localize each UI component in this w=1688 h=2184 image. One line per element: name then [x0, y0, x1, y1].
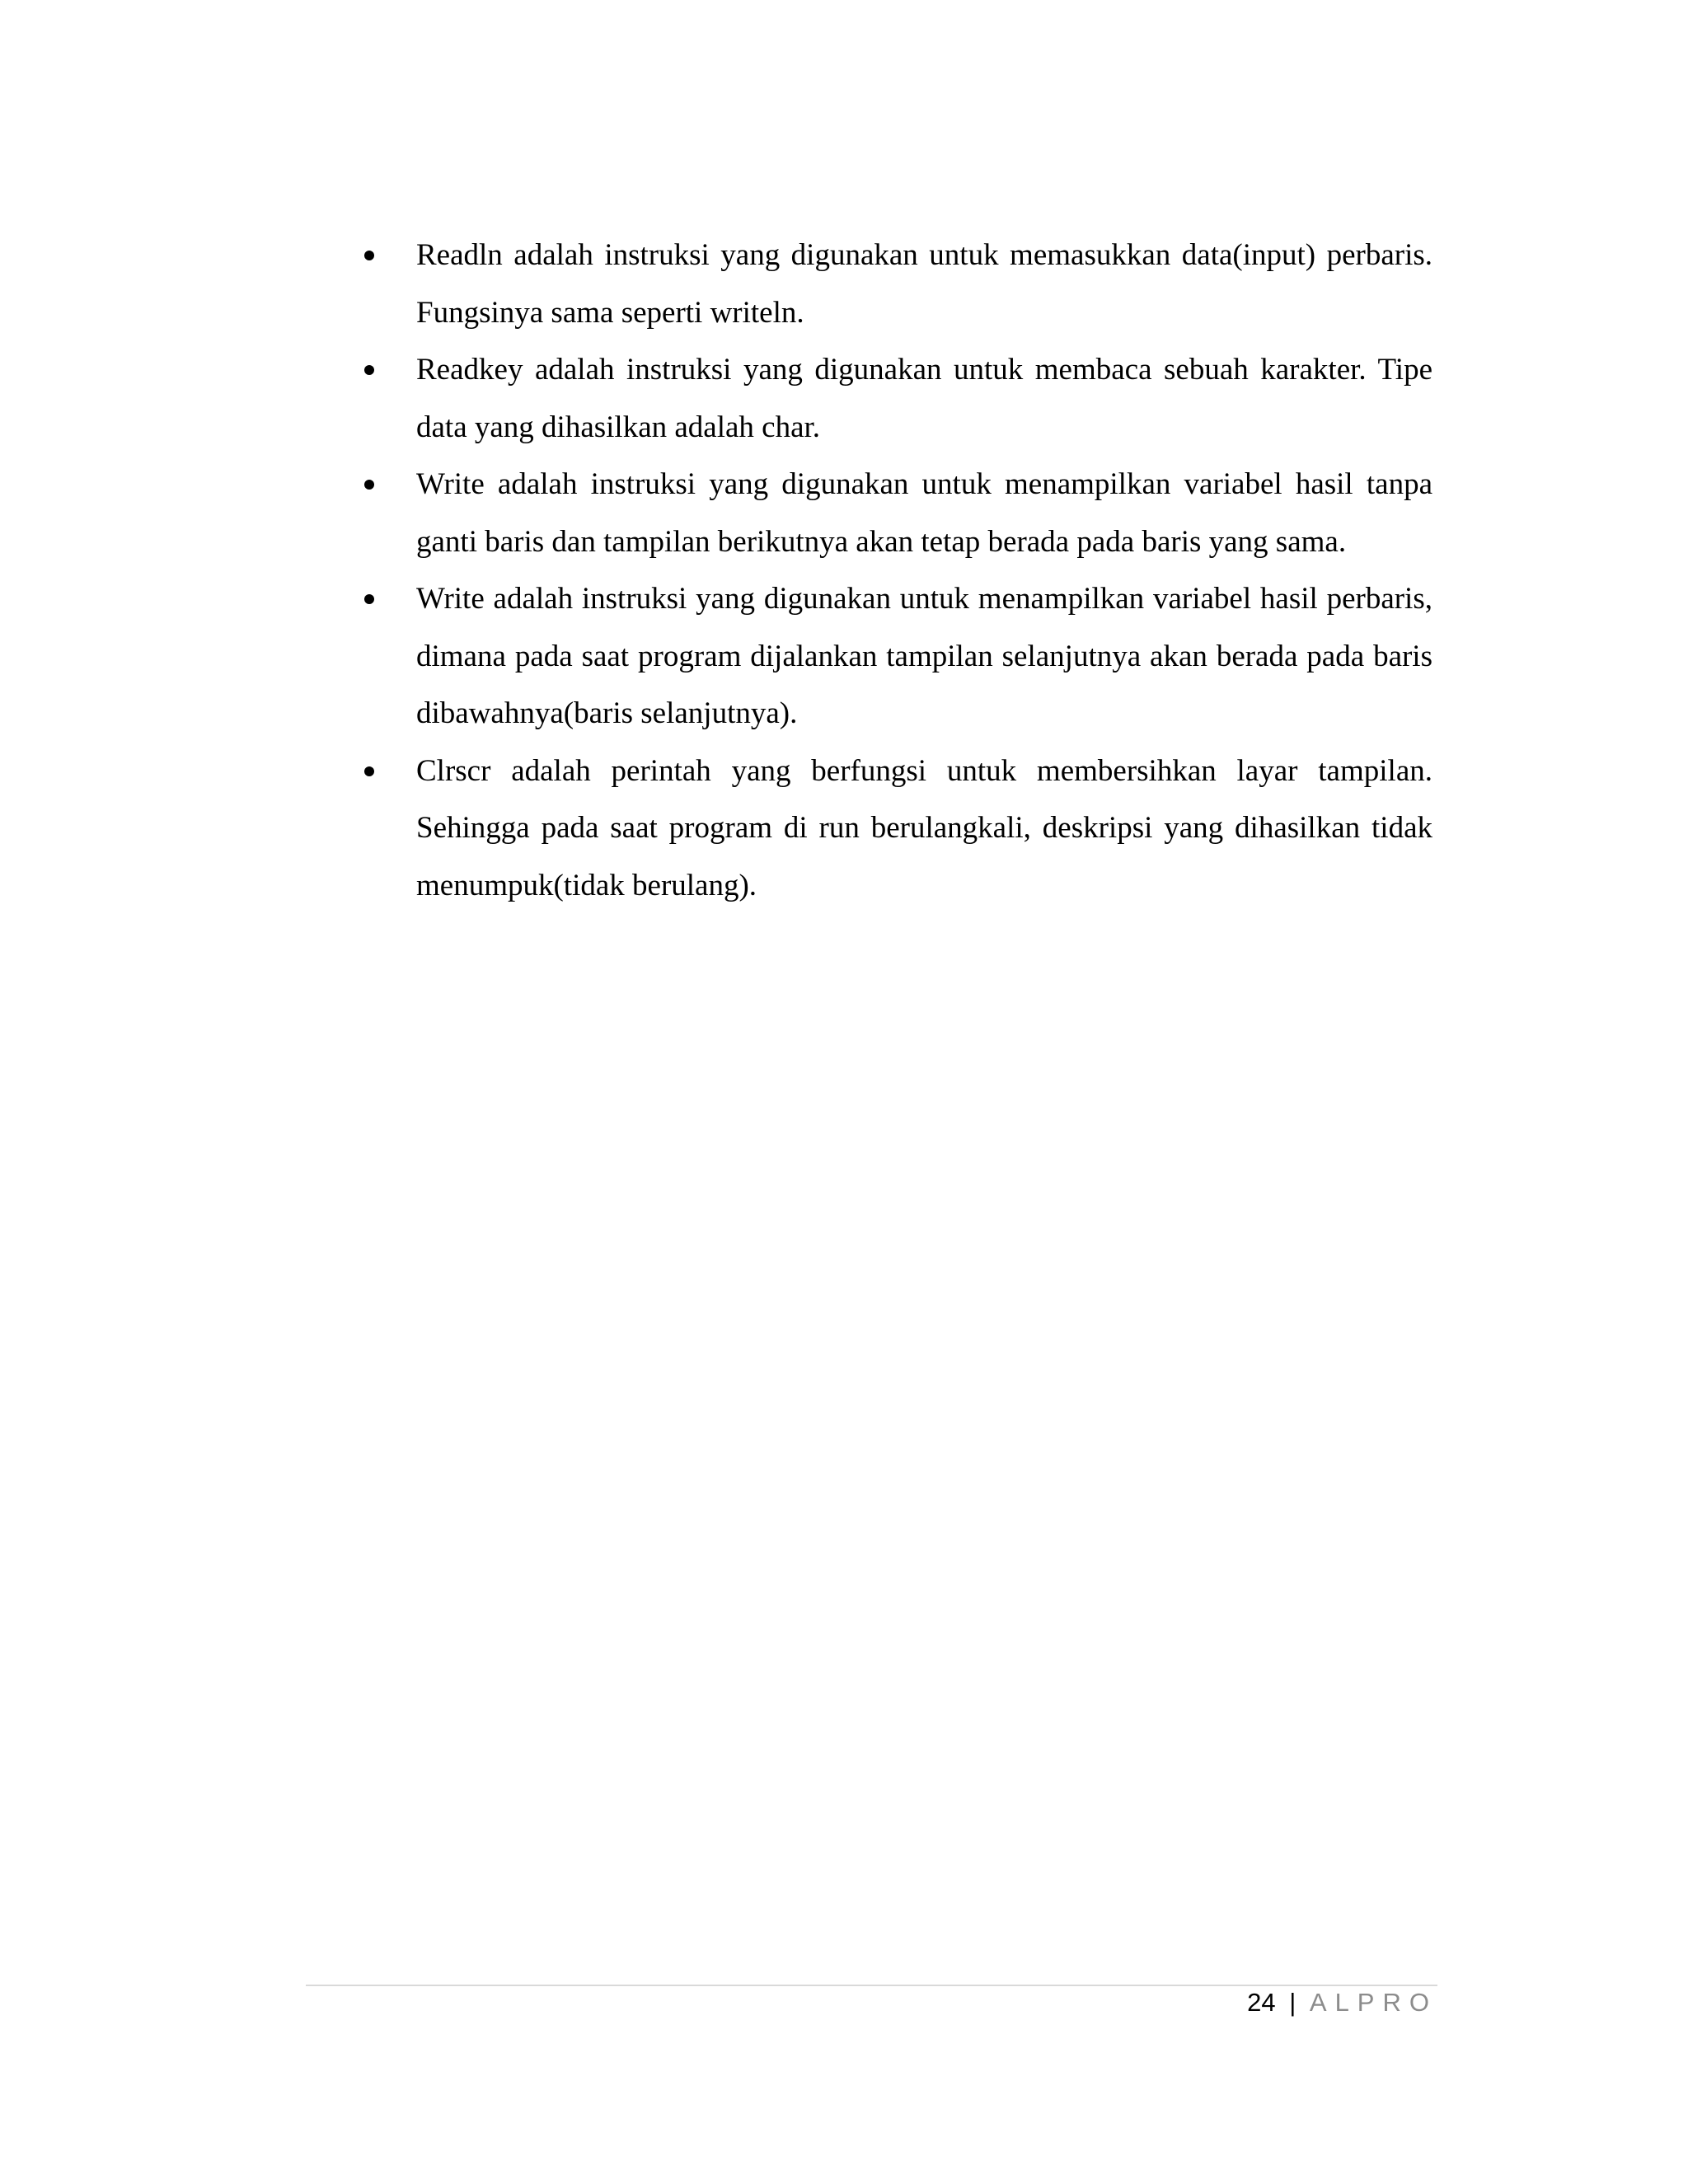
list-item-text: Write adalah instruksi yang digunakan untuk menampilkan variabel hasil tanpa ganti baris dan tampilan berikutnya akan tetap berada pada baris yang sama. — [416, 467, 1432, 559]
bullet-icon — [364, 594, 374, 604]
list-item — [361, 227, 1432, 341]
bullet-icon — [364, 766, 374, 776]
list-item-text: Readkey adalah instruksi yang digunakan untuk membaca sebuah karakter. Tipe data yang dihasilkan adalah char. — [416, 353, 1432, 444]
page-number: 24 — [1247, 1988, 1276, 2017]
list-item-text: Readln adalah instruksi yang digunakan untuk memasukkan data(input) perbaris. Fungsinya sama seperti writeln. — [416, 238, 1432, 330]
list-item-text: Clrscr adalah perintah yang berfungsi untuk membersihkan layar tampilan. Sehingga pada saat program di run berulangkali, deskripsi yang dihasilkan tidak menumpuk(tidak berulang). — [416, 753, 1432, 902]
bullet-icon — [364, 251, 374, 260]
page-footer — [1247, 1983, 1437, 2022]
running-title: ALPRO — [1309, 1988, 1437, 2017]
bullet-icon — [364, 480, 374, 490]
footer-separator: | — [1289, 1988, 1296, 2017]
list-item-text: Write adalah instruksi yang digunakan untuk menampilkan variabel hasil perbaris, dimana pada saat program dijalankan tampilan selanjutnya akan berada pada baris dibawahnya(baris selanjutnya). — [416, 582, 1432, 730]
list-item — [361, 456, 1432, 570]
bullet-list — [361, 227, 1432, 914]
list-item — [361, 570, 1432, 743]
list-item — [361, 341, 1432, 456]
list-item — [361, 743, 1432, 915]
bullet-icon — [364, 365, 374, 375]
